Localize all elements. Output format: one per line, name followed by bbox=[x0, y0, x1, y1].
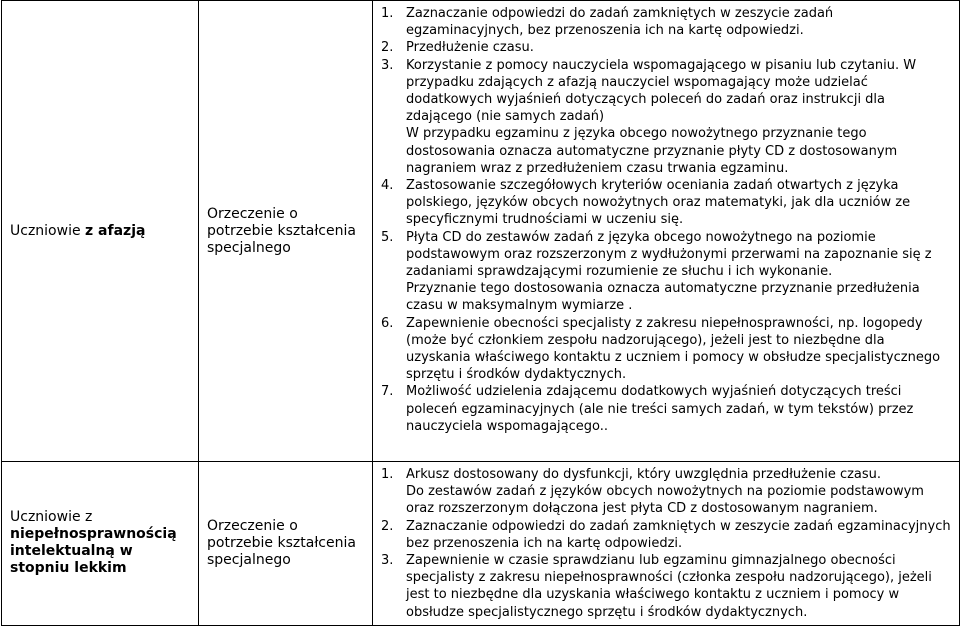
item-text: Zapewnienie obecności specjalisty z zakresu niepełnosprawności, np. logopedy (może być członkiem zespołu nadzorującego), jeżeli jest to niezbędne dla uzyskania właściwego kontaktu z uczniem i pomocy w obsłudze specjalistycznego sprzętu i środków dydaktycznych. bbox=[406, 315, 941, 383]
category-cell bbox=[2, 462, 199, 626]
item-number: 1. bbox=[381, 467, 394, 482]
category-cell bbox=[2, 1, 199, 462]
item-number: 2. bbox=[381, 40, 394, 56]
item-text: Zaznaczanie odpowiedzi do zadań zamkniętych w zeszycie zadań egzaminacyjnych bez przenoszenia ich na kartę odpowiedzi. bbox=[406, 518, 951, 551]
item-text: W przypadku egzaminu z języka obcego nowożytnego przyznanie tego dostosowania oznacza automatyczne przyznanie płyty CD z dostosowanym nagraniem wraz z przedłużeniem czasu trwania egzaminu. bbox=[406, 126, 898, 176]
item-number: 2. bbox=[381, 518, 394, 534]
item-text: Możliwość udzielenia zdającemu dodatkowych wyjaśnień dotyczących treści poleceń egzaminacyjnych (ale nie treści samych zadań, w tym tekstów) przez nauczyciela wspomagającego.. bbox=[406, 384, 914, 434]
item-text: Korzystanie z pomocy nauczyciela wspomagającego w pisaniu lub czytaniu. W przypadku zdających z afazją nauczyciel wspomagający może udzielać dodatkowych wyjaśnień dotyczących poleceń do zadań oraz instrukcji dla zdającego (nie samych zadań) bbox=[406, 57, 917, 125]
list-item bbox=[381, 518, 953, 552]
requirement-cell: Orzeczenie o potrzebie kształcenia specjalnego bbox=[199, 462, 373, 626]
list-item bbox=[381, 5, 953, 39]
table-row bbox=[2, 1, 960, 462]
list-item bbox=[381, 229, 953, 315]
list-item bbox=[381, 57, 953, 177]
item-number: 5. bbox=[381, 229, 394, 245]
list-item bbox=[381, 552, 953, 621]
item-number: 3. bbox=[381, 57, 394, 73]
accommodations-list bbox=[373, 1, 960, 462]
item-text: Zastosowanie szczegółowych kryteriów oceniania zadań otwartych z języka polskiego, języków obcych nowożytnych oraz matematyki, jak dla uczniów ze specyficznymi trudnościami w uczeniu się. bbox=[406, 178, 911, 228]
category-bold: niepełnosprawnością intelektualną w stopniu lekkim bbox=[10, 526, 177, 577]
item-number: 7. bbox=[381, 384, 394, 400]
item-text: Arkusz dostosowany do dysfunkcji, który uwzględnia przedłużenie czasu. bbox=[406, 467, 882, 482]
requirement-cell: Orzeczenie o potrzebie kształcenia specjalnego bbox=[199, 1, 373, 462]
category-prefix: Uczniowie bbox=[10, 222, 86, 239]
accommodations-list bbox=[373, 462, 960, 626]
item-text: Przyznanie tego dostosowania oznacza automatyczne przyznanie przedłużenia czasu w maksymalnym wymiarze . bbox=[406, 281, 920, 314]
list-item bbox=[381, 383, 953, 435]
list-item bbox=[381, 315, 953, 384]
item-text: Zapewnienie w czasie sprawdzianu lub egzaminu gimnazjalnego obecności specjalisty z zakresu niepełnosprawności (członka zespołu nadzorującego), jeżeli jest to niezbędne dla uzyskania właściwego kontaktu z uczniem i pomocy w obsłudze specjalistycznego sprzętu i środków dydaktycznych. bbox=[406, 553, 932, 620]
item-text: Zaznaczanie odpowiedzi do zadań zamkniętych w zeszycie zadań egzaminacyjnych, bez przenoszenia ich na kartę odpowiedzi. bbox=[406, 6, 834, 39]
item-number: 4. bbox=[381, 178, 394, 194]
category-prefix: Uczniowie z bbox=[10, 509, 93, 526]
item-text: Przedłużenie czasu. bbox=[406, 40, 534, 56]
list-item bbox=[381, 177, 953, 229]
item-number: 6. bbox=[381, 315, 394, 331]
item-number: 3. bbox=[381, 553, 394, 569]
item-text: Płyta CD do zestawów zadań z języka obcego nowożytnego na poziomie podstawowym oraz rozszerzonym z wydłużonymi przerwami na zapoznanie się z zadaniami sprawdzającymi rozumienie ze słuchu i ich wykonanie. bbox=[406, 229, 932, 280]
item-text: Do zestawów zadań z języków obcych nowożytnych na poziomie podstawowym oraz rozszerzonym dołączona jest płyta CD z dostosowanym nagraniem. bbox=[406, 484, 924, 517]
accommodations-table bbox=[1, 0, 960, 626]
list-item bbox=[381, 466, 953, 518]
category-bold: z afazją bbox=[85, 222, 146, 239]
item-number: 1. bbox=[381, 6, 394, 21]
table-row bbox=[2, 462, 960, 626]
list-item bbox=[381, 39, 953, 56]
